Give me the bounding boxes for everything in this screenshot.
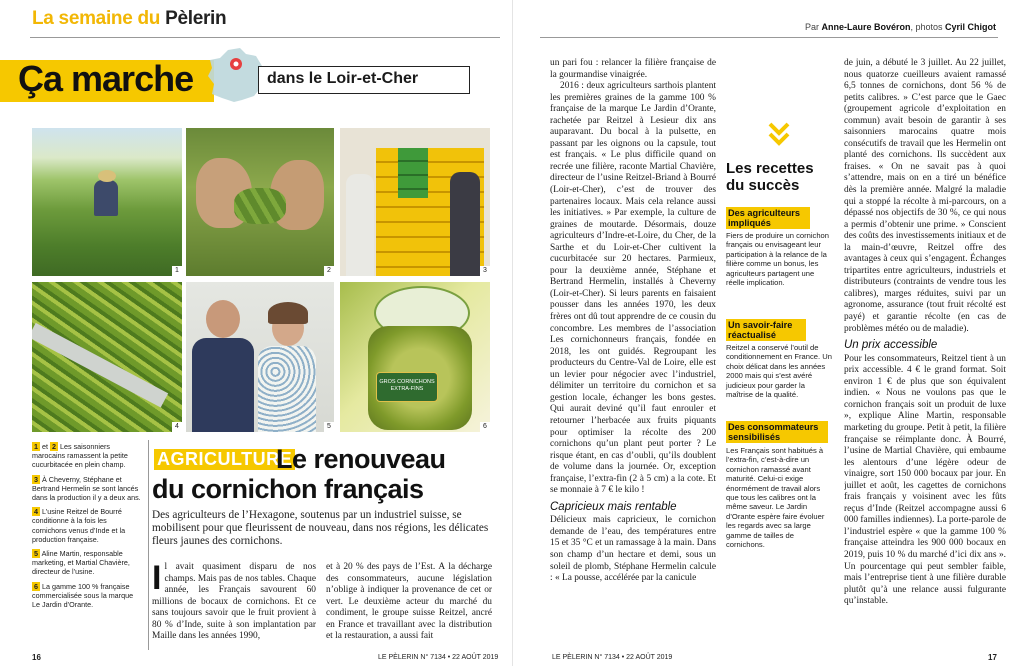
caption-number: 2 [52, 442, 56, 451]
chevron-down-icon [768, 122, 790, 148]
photo-number: 2 [324, 266, 334, 276]
farmer-figure-2 [450, 172, 480, 276]
folio-left: LE PÈLERIN N° 7134 • 22 AOÛT 2019 [378, 654, 499, 661]
man-face [206, 300, 240, 338]
byline [805, 22, 996, 32]
section-subtitle: dans le Loir-et-Cher [258, 66, 470, 94]
header-rule-left [30, 37, 500, 38]
photo-3-crates [340, 128, 490, 276]
sidebar-text-1: Fiers de produire un cornichon français ou envisageant leur participation à la relance de la filière comme un bonus, les agriculteurs partagent une réelle implication. [726, 231, 829, 288]
page-number-right: 17 [988, 653, 997, 662]
caption-text: L’usine Reitzel de Bourré conditionne à la fois les cornichons venus d’Inde et la production française. [32, 507, 126, 544]
photo-5-portrait [186, 282, 334, 432]
page-number-left: 16 [32, 653, 41, 662]
cucumbers-heap [234, 188, 286, 224]
worker-hat [98, 170, 116, 182]
byline-prefix: Par [804, 22, 822, 32]
article-column-2 [326, 562, 492, 648]
caption-text: La gamme 100 % française commercialisée sous la marque Le Jardin d’Orante. [32, 581, 134, 610]
article-column-1 [152, 562, 316, 648]
photo-captions [32, 442, 142, 614]
header-rule-right [540, 37, 998, 38]
photo-number: 5 [324, 422, 334, 432]
byline-mid: , photos [910, 22, 945, 32]
column-3-p1: un pari fou : relancer la filière française de la gourmandise vinaigrée. [550, 58, 716, 80]
photo-4-factory [32, 282, 182, 432]
column-4-p2: Pour les consommateurs, Reitzel tient à un prix accessible. 4 € le grand format. Soit environ 1 € de plus que son équivalent indien. « Nous ne voulons pas que le cornichon français soit un produit de luxe », explique Aline Martin, responsable marketing du groupe. Petit à petit, la filière française se réimplante donc. À Bourré, l’usine de Martial Chavière, qui embaume les alentours d’une légère odeur de vinaigre, sort 150 000 bocaux par jour. En juillet et août, les cagettes de cornichons frais français y voisinent avec les fûts reçus d’Inde (Reitzel accompagne aussi 6 000 familles indiennes). La porte-parole de l’industriel espère « que la gamme 100 % française atteindra les 900 000 bocaux en 2019, puis 10 % du marché d’ici dix ans ». Un pourcentage qui peut sembler faible, mais l’entreprise tient à une filière durable plutôt qu’à une relance aussi fulgurante qu’instable. [844, 353, 1006, 607]
column-1-text: l avait quasiment disparu de nos champs. Mais pas de nos tables. Chaque année, les Français savourent 60 millions de bocaux de cornichons. Et ce sans toujours savoir que le fruit provient à 80 % d’Inde, suite à son implantation par Maille dans les années 1990, [152, 562, 316, 642]
page-gutter [512, 0, 513, 666]
byline-author: Anne-Laure Bovéron [821, 22, 911, 32]
column-rule [148, 440, 149, 650]
sidebar-title: Les recettes du succès [726, 160, 814, 194]
france-map-icon [206, 46, 266, 104]
caption-4 [32, 507, 142, 544]
article-column-4 [844, 58, 1006, 650]
caption-3 [32, 475, 142, 503]
farmer-figure [346, 174, 374, 276]
column-2-text: et à 20 % des pays de l’Est. À la décharge des consommateurs, aucune législation n’oblige à indiquer la provenance de cet or vert. Le deuxième acteur du marché du condiment, le groupe suisse Reitzel, ancré en France et travaillant avec la distribution et la restauration, a aussi fait [326, 562, 492, 642]
masthead-part1: La semaine du [32, 8, 166, 29]
jar-label [376, 372, 438, 402]
woman-hair [268, 302, 308, 324]
photo-number: 6 [480, 422, 490, 432]
worker-figure [94, 180, 118, 216]
sidebar-text-2: Reitzel a conservé l’outil de conditionnement en France. Un choix délicat dans les années 2000 mais qui s’est avéré judicieux pour garder la maîtrise de la qualité. [726, 343, 832, 400]
caption-number: 5 [34, 549, 38, 559]
intertitle-prix: Un prix accessible [844, 339, 938, 352]
caption-1-2: 1 et 2 Les saisonniers marocains ramassent la petite cucurbitacée en plein champ. [32, 442, 128, 470]
article-standfirst: Des agriculteurs de l’Hexagone, soutenus par un industriel suisse, se mobilisent pour que fleurissent de nouveau, dans nos régions, les délicates fleurs jaunes des cornichons. [152, 509, 489, 547]
photo-1-field [32, 128, 182, 276]
caption-number: 3 [34, 474, 38, 484]
jar-label-line1: GROS CORNICHONS [379, 379, 435, 385]
masthead-part2: Pèlerin [165, 8, 227, 29]
caption-5 [32, 549, 142, 577]
woman-figure [258, 346, 316, 432]
article-column-3 [550, 58, 716, 650]
article-headline-line2: du cornichon français [152, 474, 424, 504]
drop-cap: I [152, 562, 162, 597]
photo-number: 4 [172, 422, 182, 432]
caption-text: Aline Martin, responsable marketing, et Martial Chavière, directeur de l’usine. [32, 549, 130, 577]
column-4-p1: de juin, a débuté le 3 juillet. Au 22 juillet, nous quatorze cueilleurs avaient ramassé 6,5 tonnes de cornichons, dont 56 % de petits calibres. » C’est parce que le Gaec (groupement agricole d’exploitation en commun) avait besoin de garantir à ses saisonniers marocains quatre mois consécutifs de travail que les Hermelin ont planté des cornichons. Ils succèdent aux fraises. « On ne savait pas à quoi s’attendre, mais on en a tiré un bénéfice dès la première année. Malgré la maladie qui a stoppé la récolte à mi-parcours, on a dépassé nos objectifs de 30 %, ce qui nous a permis d’obtenir une prime. » Conscient des coûts des investissements initiaux et de la main-d’œuvre, Reitzel offre des avantages à ceux qui s’engagent. Échanges tripartites entre agriculteurs, industriels et distributeurs (contraints de vendre tous les calibres), marges réduites, suivi par un agronome, assurance (tout fruit récolté est payé) et garantie récolte (en cas de problèmes météo ou de maladie). [844, 58, 1006, 334]
sidebar-heading-2: Un savoir-faire réactualisé [726, 319, 806, 341]
sidebar-heading-3: Des consommateurs sensibilisés [726, 421, 828, 443]
photo-number: 1 [172, 266, 182, 276]
intertitle-capricieux: Capricieux mais rentable [550, 500, 677, 513]
folio-right: LE PÈLERIN N° 7134 • 22 AOÛT 2019 [552, 654, 673, 661]
man-figure [192, 338, 254, 432]
masthead [32, 8, 226, 30]
green-crates [398, 148, 428, 198]
photo-6-jar [340, 282, 490, 432]
photo-number: 3 [480, 266, 490, 276]
caption-6 [32, 582, 142, 610]
caption-text: Les saisonniers marocains ramassent la petite cucurbitacée en plein champ. [32, 442, 128, 470]
caption-number: 4 [34, 507, 38, 517]
sidebar-text-3: Les Français sont habitués à l’extra-fin, c’est-à-dire un cornichon ramassé avant maturité. Celui-ci exige énormément de travail alors que tous les calibres ont la même saveur. Le Jardin d’Orante espère faire évoluer les regards avec sa large gamme de tailles de cornichons. [726, 446, 825, 550]
column-3-p3: Délicieux mais capricieux, le cornichon demande de l’eau, des températures entre 15 et 35 °C et un ramassage à la main. Dans son champ d’un hectare et demi, sous un soleil de plomb, Stéphane Hermelin calcule : « La pousse, accélérée par la canicule [550, 515, 716, 584]
caption-number: 1 [34, 442, 38, 451]
byline-photographer: Cyril Chigot [945, 22, 996, 32]
article-kicker: AGRICULTURE [154, 449, 295, 470]
caption-text: À Cheverny, Stéphane et Bertrand Hermelin se sont lancés dans la production il y a deux ans. [32, 474, 141, 503]
jar-label-line2: EXTRA-FINS [390, 386, 424, 392]
section-title: Ça marche [18, 58, 194, 99]
caption-number: 6 [34, 581, 38, 591]
conveyor-belt [32, 323, 168, 408]
article-headline-line1: Le renouveau [276, 444, 446, 474]
column-3-p2: 2016 : deux agriculteurs sarthois plantent les premières graines de la gamme 100 % française de la marque Le Jardin d’Orante, rachetée par Reitzel à Lesieur dix ans auparavant. Du bocal à la pulsette, en passant par les oignons ou la capsule, tout est français. « Le plus difficile quand on recrée une filière, raconte Martial Chavière, directeur de l’usine Reitzel-Briand à Bourré (Loir-et-Cher), c’est de trouver des partenaires locaux. Mais cela relance aussi les initiatives. » Par exemple, la culture de graines de moutarde. Désormais, douze agriculteurs d’Indre-et-Loire, du Cher, de la Sarthe et du Loir-et-Cher cultivent la cucurbitacée sur 20 hectares. Parmieux, pour la deuxième année, Stéphane et Bertrand Hermelin, installés à Cheverny (Loir-et-Cher). Si leurs parents en faisaient pousser dans les années 1970, les deux frères ont dû tout apprendre de ce cousin du concombre. Les membres de l’association Les cornichonneurs français, fondée en 2018, les ont guidés. Regroupant les producteurs du Centre-Val de Loire, elle est un levier pour négocier avec l’industriel, délimiter un territoire du cornichon et sa gestion locale, échanger les bons gestes. Qui aurait deviné qu’il faut enrouler et retourner l’herbacée aux fruits piquants pour optimiser la récolte des 200 cornichons qu’un plant peut porter ? Le risque étant, en cas d’oubli, qu’ils doublent de volume dans la journée. Or, exception française, l’extra-fin (2 à 5 cm) a la cote. Et se monnaie à 7 € le kilo ! [550, 81, 716, 496]
sidebar-heading-1: Des agriculteurs impliqués [726, 207, 810, 229]
photo-2-hands-cucumbers [186, 128, 334, 276]
